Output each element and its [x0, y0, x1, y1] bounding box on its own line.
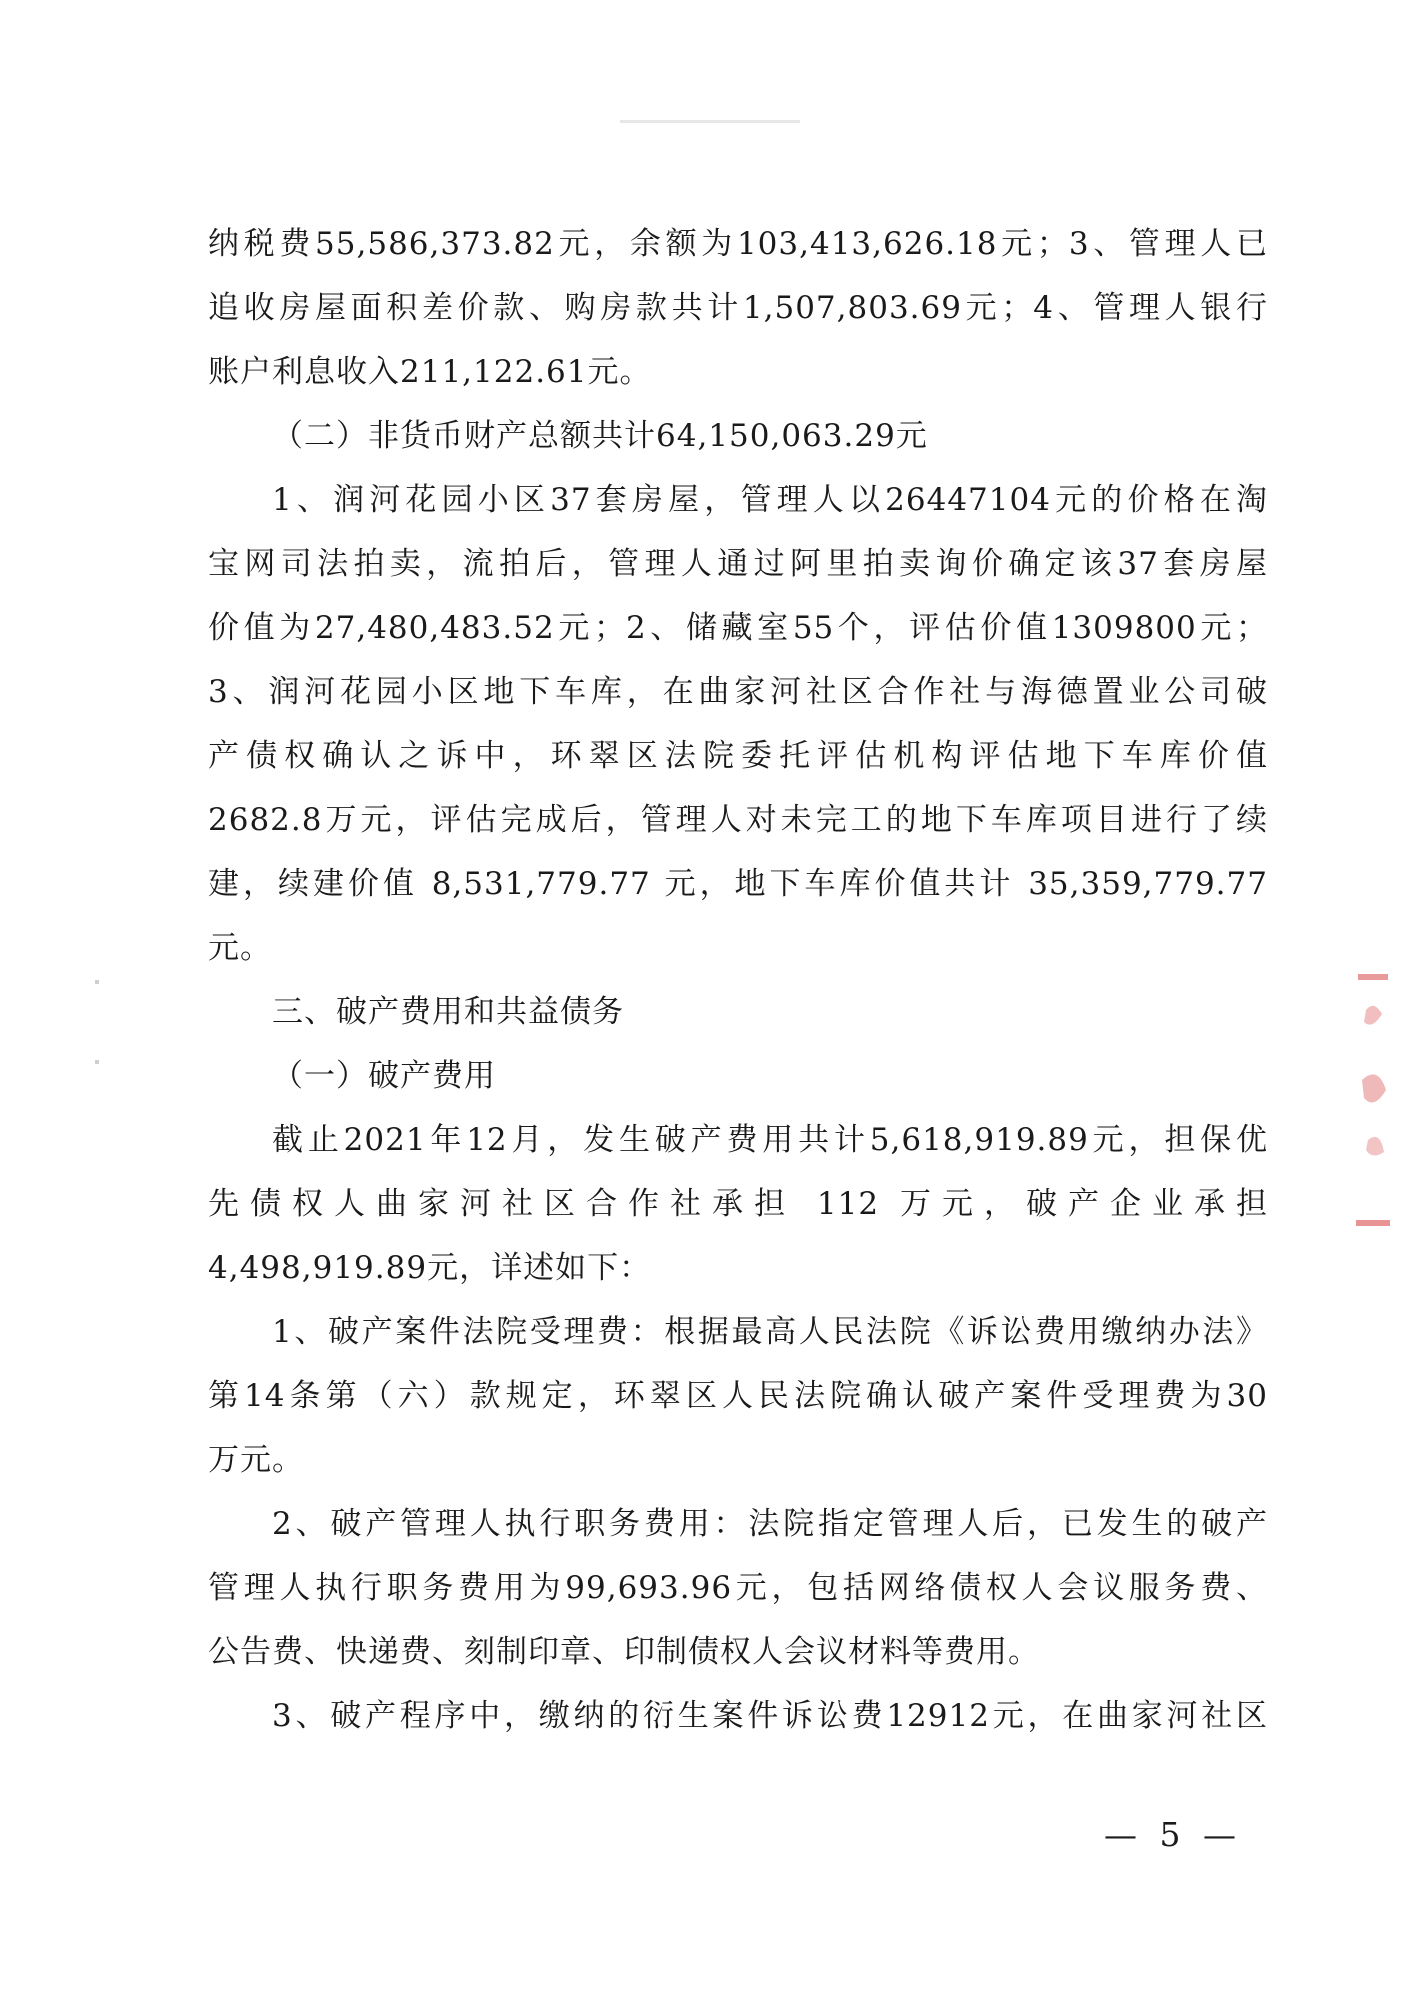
- page-number: — 5 —: [1104, 1815, 1242, 1854]
- seal-stamp: [1352, 970, 1392, 1232]
- text-line: 公告费、快递费、刻制印章、印制债权人会议材料等费用。: [208, 1634, 1040, 1670]
- text-line: 产债权确认之诉中，环翠区法院委托评估机构评估地下车库价值: [208, 738, 1268, 774]
- text-line: 2682.8万元，评估完成后，管理人对未完工的地下车库项目进行了续: [208, 802, 1268, 838]
- text-line: 第14条第（六）款规定，环翠区人民法院确认破产案件受理费为30: [208, 1378, 1268, 1414]
- text-line: 截止2021年12月，发生破产费用共计5,618,919.89元，担保优: [272, 1122, 1268, 1158]
- text-line: （二）非货币财产总额共计64,150,063.29元: [272, 418, 928, 454]
- text-line: 账户利息收入211,122.61元。: [208, 354, 652, 390]
- text-line: 价值为27,480,483.52元；2、储藏室55个，评估价值1309800元；: [208, 610, 1268, 646]
- text-line: （一）破产费用: [272, 1058, 496, 1094]
- text-line: 1、破产案件法院受理费：根据最高人民法院《诉讼费用缴纳办法》: [272, 1314, 1268, 1350]
- text-line: 万元。: [208, 1442, 304, 1478]
- text-line: 管理人执行职务费用为99,693.96元，包括网络债权人会议服务费、: [208, 1570, 1268, 1606]
- text-line: 追收房屋面积差价款、购房款共计1,507,803.69元；4、管理人银行: [208, 290, 1268, 326]
- scan-artifact: [95, 980, 99, 984]
- text-line: 先债权人曲家河社区合作社承担 112 万元，破产企业承担: [208, 1186, 1268, 1222]
- text-line: 宝网司法拍卖，流拍后，管理人通过阿里拍卖询价确定该37套房屋: [208, 546, 1268, 582]
- text-line: 4,498,919.89元，详述如下：: [208, 1250, 652, 1286]
- text-line: 建，续建价值 8,531,779.77 元，地下车库价值共计 35,359,779.77: [208, 866, 1268, 902]
- scan-artifact: [620, 120, 800, 123]
- text-line: 1、润河花园小区37套房屋，管理人以26447104元的价格在淘: [272, 482, 1268, 518]
- text-line: 三、破产费用和共益债务: [272, 994, 624, 1030]
- text-line: 元。: [208, 930, 272, 966]
- text-line: 2、破产管理人执行职务费用：法院指定管理人后，已发生的破产: [272, 1506, 1268, 1542]
- text-line: 3、润河花园小区地下车库，在曲家河社区合作社与海德置业公司破: [208, 674, 1268, 710]
- scan-artifact: [95, 1060, 99, 1064]
- text-line: 3、破产程序中，缴纳的衍生案件诉讼费12912元，在曲家河社区: [272, 1698, 1268, 1734]
- text-line: 纳税费55,586,373.82元，余额为103,413,626.18元；3、管理人已: [208, 226, 1268, 262]
- document-body: [208, 212, 1268, 1748]
